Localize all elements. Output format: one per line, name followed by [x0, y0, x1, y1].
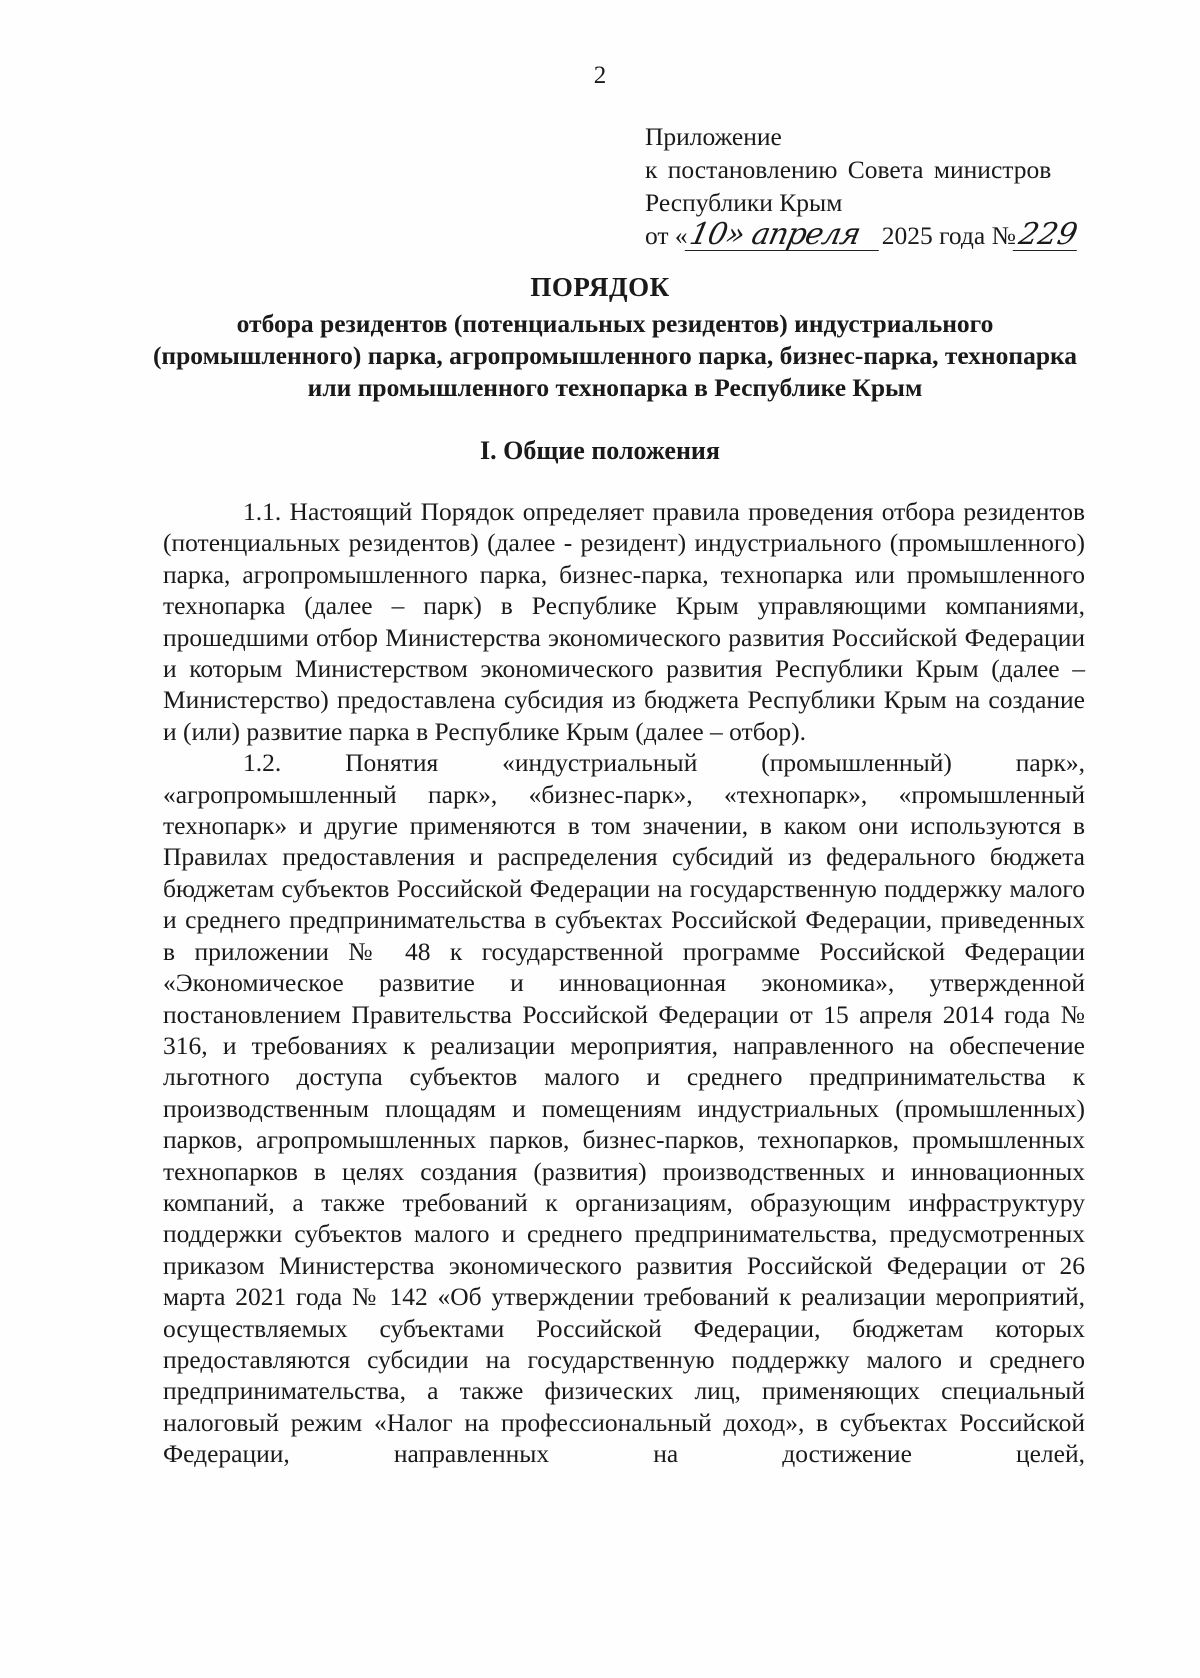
appendix-line-1: Приложение	[645, 122, 782, 151]
page-number: 2	[593, 62, 607, 89]
appendix-line-2: к постановлению Совета министров	[645, 155, 1052, 184]
handwritten-date: 10» апреля	[684, 220, 885, 251]
appendix-block	[645, 120, 1105, 252]
document-subtitle: отбора резидентов (потенциальных резидентов) индустриального (промышленного) парка, агропромышленного парка, бизнес-парка, технопарка или промышленного технопарка в Республике Крым	[152, 309, 1078, 402]
date-prefix: от «	[645, 221, 688, 250]
body-text	[163, 496, 1085, 1470]
appendix-line-3: Республики Крым	[645, 188, 843, 217]
paragraph-1-2: 1.2. Понятия «индустриальный (промышленный) парк», «агропромышленный парк», «бизнес-парк», «технопарк», «промышленный технопарк» и другие применяются в том значении, в каком они используются в Правилах предоставления и распределения субсидий из федерального бюджета бюджетам субъектов Российской Федерации на государственную поддержку малого и среднего предпринимательства в субъектах Российской Федерации, приведенных в приложении № 48 к государственной программе Российской Федерации «Экономическое развитие и инновационная экономика», утвержденной постановлением Правительства Российской Федерации от 15 апреля 2014 года № 316, и требованиях к реализации мероприятия, направленного на обеспечение льготного доступа субъектов малого и среднего предпринимательства к производственным площадям и помещениям индустриальных (промышленных) парков, агропромышленных парков, бизнес-парков, технопарков, промышленных технопарков в целях создания (развития) производственных и инновационных компаний, а также требований к организациям, образующим инфраструктуру поддержки субъектов малого и среднего предпринимательства, предусмотренных приказом Министерства экономического развития Российской Федерации от 26 марта 2021 года № 142 «Об утверждении требований к реализации мероприятий, осуществляемых субъектами Российской Федерации, бюджетам которых предоставляются субсидии на государственную поддержку малого и среднего предпринимательства, а также физических лиц, применяющих специальный налоговый режим «Налог на профессиональный доход», в субъектах Российской Федерации, направленных на достижение целей,	[163, 748, 1085, 1469]
paragraph-1-1: 1.1. Настоящий Порядок определяет правила проведения отбора резидентов (потенциальных резидентов) (далее - резидент) индустриального (промышленного) парка, агропромышленного парка, бизнес-парка, технопарка или промышленного технопарка (далее – парк) в Республике Крым управляющими компаниями, прошедшими отбор Министерства экономического развития Российской Федерации и которым Министерством экономического развития Республики Крым (далее – Министерство) предоставлена субсидия из бюджета Республики Крым на создание и (или) развитие парка в Республике Крым (далее – отбор).	[163, 497, 1085, 746]
section-heading: I. Общие положения	[480, 436, 720, 465]
handwritten-number: 229	[1013, 220, 1084, 251]
appendix-date-line	[645, 219, 1105, 252]
date-middle: 2025 года №	[881, 221, 1016, 250]
document-title: ПОРЯДОК	[530, 272, 670, 302]
